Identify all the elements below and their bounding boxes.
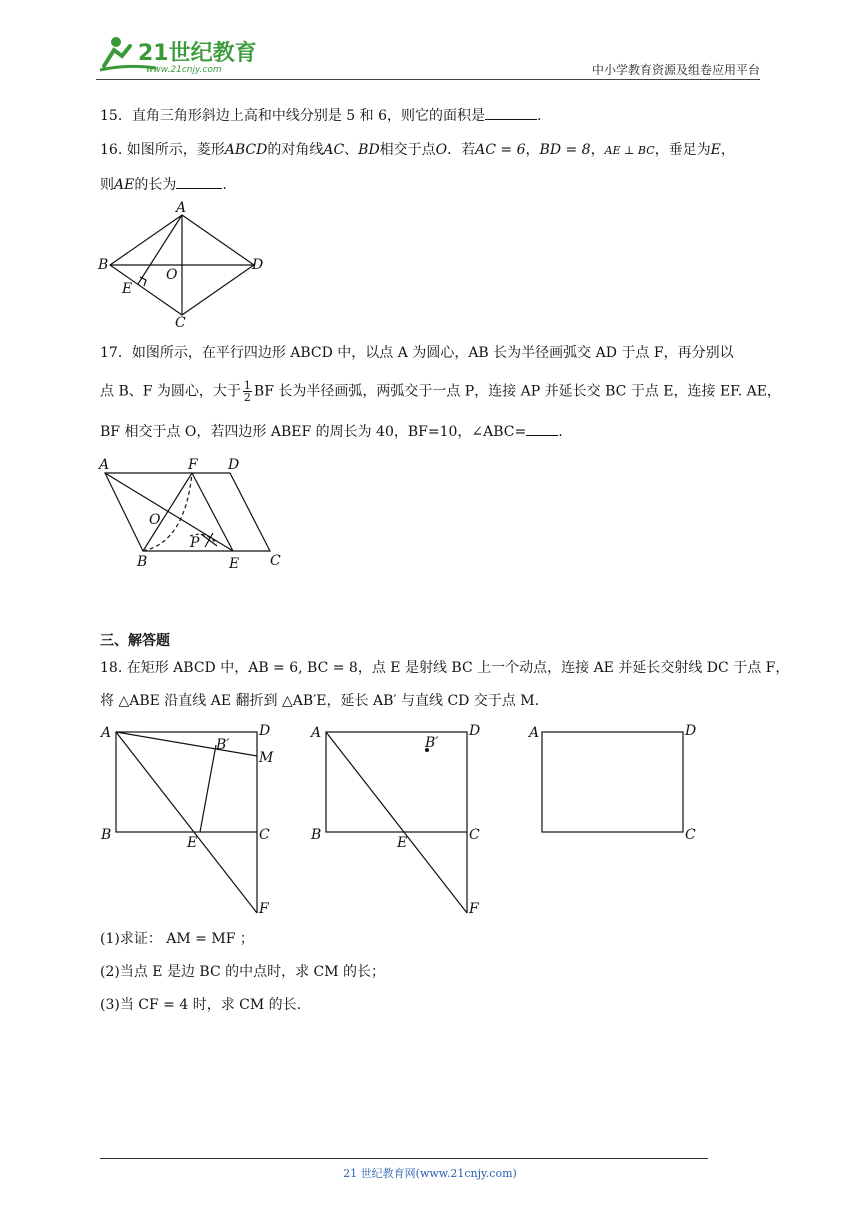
label-a: A bbox=[311, 725, 322, 741]
label-c: C bbox=[469, 827, 480, 843]
q16-text: 的长为 bbox=[134, 177, 177, 193]
q16-bd: BD bbox=[358, 142, 380, 158]
label-e: E bbox=[229, 556, 240, 572]
question-16-line1 bbox=[100, 140, 735, 161]
section-title: 三、解答题 bbox=[100, 633, 170, 649]
q17-answer-blank bbox=[526, 421, 558, 436]
label-f: F bbox=[259, 901, 269, 917]
q17-text: 点 B、F 为圆心，大于 bbox=[100, 383, 241, 400]
label-e: E bbox=[122, 281, 133, 297]
fig18-panel-2 bbox=[326, 732, 467, 913]
question-15 bbox=[100, 105, 541, 126]
q16-cond1: AC = 6 bbox=[475, 142, 526, 158]
label-a: A bbox=[176, 200, 187, 216]
label-b-prime: B′ bbox=[216, 737, 230, 753]
label-d: D bbox=[469, 723, 481, 739]
label-e: E bbox=[187, 835, 198, 851]
figure-17-parallelogram bbox=[95, 452, 295, 577]
label-b: B bbox=[101, 827, 112, 843]
question-17-line1: 17．如图所示，在平行四边形 ABCD 中，以点 A 为圆心，AB 长为半径画弧交 AD 于点 F，再分别以 bbox=[100, 345, 734, 361]
q16-text: ．若 bbox=[447, 142, 476, 158]
logo-text: 21世纪教育 bbox=[138, 41, 257, 66]
q17-end: . bbox=[558, 424, 563, 440]
q16-text: ， bbox=[590, 142, 605, 158]
label-c: C bbox=[259, 827, 270, 843]
label-f: F bbox=[188, 457, 198, 473]
q16-text: ，垂足为 bbox=[654, 142, 711, 158]
q16-text: 16. 如图所示，菱形 bbox=[100, 142, 225, 158]
q16-text: ， bbox=[720, 142, 735, 158]
question-16-line2 bbox=[100, 174, 227, 195]
label-o: O bbox=[149, 512, 161, 528]
label-b: B bbox=[137, 554, 148, 570]
logo-url: www.21cnjy.com bbox=[146, 65, 222, 75]
q16-e: E bbox=[710, 142, 721, 158]
label-b-prime: B′ bbox=[425, 735, 439, 751]
footer-text[interactable]: 21 世纪教育网(www.21cnjy.com) bbox=[343, 1167, 517, 1180]
label-d: D bbox=[228, 457, 240, 473]
question-18-part2: (2)当点 E 是边 BC 的中点时，求 CM 的长； bbox=[100, 964, 386, 980]
q16-cond2: BD = 8 bbox=[539, 142, 591, 158]
q17-text: BF 长为半径画弧，两弧交于一点 P，连接 AP 并延长交 BC 于点 E，连接 EF. AE， bbox=[253, 383, 781, 400]
q15-end: . bbox=[536, 108, 542, 124]
figure-18 bbox=[95, 715, 715, 920]
q16-answer-blank bbox=[176, 174, 222, 189]
frac-den: 2 bbox=[243, 391, 251, 404]
label-p: P bbox=[190, 535, 200, 551]
label-a: A bbox=[99, 457, 110, 473]
fraction-half bbox=[243, 380, 252, 403]
label-c: C bbox=[175, 315, 186, 331]
q17-text: BF 相交于点 O，若四边形 ABEF 的周长为 40，BF=10，∠ABC= bbox=[100, 424, 527, 440]
label-e: E bbox=[397, 835, 408, 851]
label-a: A bbox=[529, 725, 540, 741]
fig18-panel-1 bbox=[116, 732, 257, 913]
q16-text: 则 bbox=[100, 177, 114, 193]
site-logo bbox=[96, 34, 266, 76]
label-d: D bbox=[685, 723, 697, 739]
question-17-line3 bbox=[100, 421, 563, 442]
q16-abcd: ABCD bbox=[224, 142, 268, 158]
label-c: C bbox=[685, 827, 696, 843]
label-b: B bbox=[98, 257, 109, 273]
q16-text: ， bbox=[525, 142, 540, 158]
question-18-line1: 18. 在矩形 ABCD 中，AB = 6, BC = 8，点 E 是射线 BC 上一个动点，连接 AE 并延长交射线 DC 于点 F， bbox=[100, 660, 790, 676]
frac-num: 1 bbox=[243, 379, 251, 392]
question-18-part1: (1)求证： AM = MF ； bbox=[100, 931, 254, 947]
q16-text: 、 bbox=[344, 142, 359, 158]
q16-end: . bbox=[222, 177, 227, 193]
label-a: A bbox=[101, 725, 112, 741]
q16-ae: AE bbox=[114, 177, 135, 193]
q16-text: 的对角线 bbox=[267, 142, 324, 158]
label-d: D bbox=[259, 723, 271, 739]
label-c: C bbox=[270, 553, 281, 569]
q16-ac: AC bbox=[323, 142, 345, 158]
label-d: D bbox=[252, 257, 264, 273]
question-18-line2: 将 △ABE 沿直线 AE 翻折到 △AB′E，延长 AB′ 与直线 CD 交于点 M． bbox=[100, 693, 549, 709]
q16-o: O bbox=[435, 142, 448, 158]
label-f: F bbox=[469, 901, 479, 917]
q16-cond3: AE ⊥ BC bbox=[604, 144, 655, 157]
q15-answer-blank bbox=[485, 105, 537, 120]
q15-text: 15．直角三角形斜边上高和中线分别是 5 和 6，则它的面积是 bbox=[100, 108, 485, 124]
header-divider bbox=[96, 79, 760, 80]
header-right-text: 中小学教育资源及组卷应用平台 bbox=[591, 63, 760, 77]
label-o: O bbox=[166, 267, 178, 283]
fig18-panel-3 bbox=[542, 732, 683, 832]
label-m: M bbox=[259, 750, 274, 766]
question-17-line2 bbox=[100, 380, 781, 403]
figure-16-rhombus bbox=[90, 195, 280, 335]
q16-text: 相交于点 bbox=[379, 142, 436, 158]
label-b: B bbox=[311, 827, 322, 843]
footer-divider bbox=[100, 1158, 708, 1159]
question-18-part3: (3)当 CF = 4 时，求 CM 的长. bbox=[100, 997, 302, 1013]
